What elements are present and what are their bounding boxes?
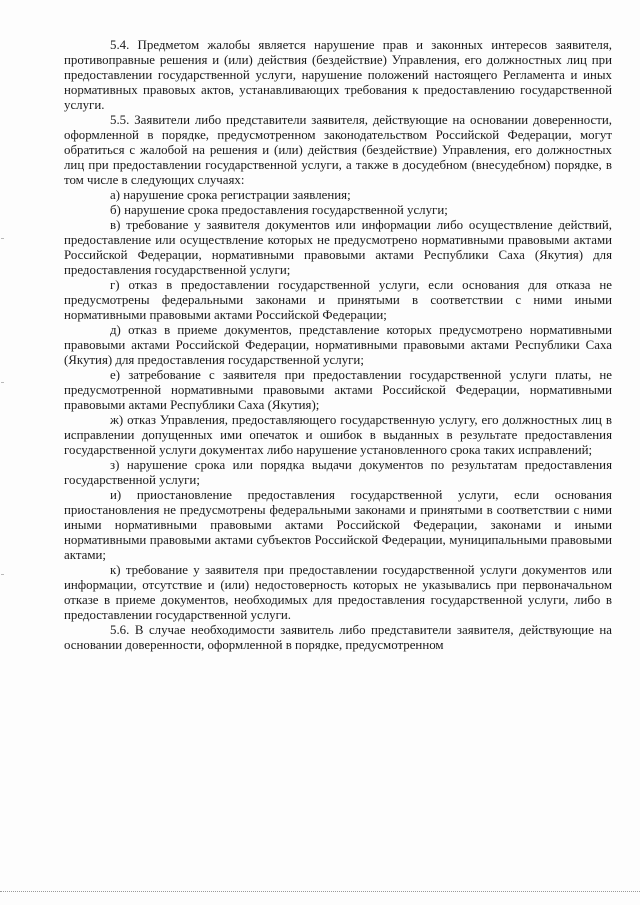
list-item-g: г) отказ в предоставлении государственной услуги, если основания для отказа не предусмотрены федеральными законами и принятыми в соответствии с ними иными нормативными правовыми актами Российской Федерации;: [64, 278, 612, 322]
list-item-k: к) требование у заявителя при предоставлении государственной услуги документов или информации, отсутствие и (или) недостоверность которых не указывались при первоначальном отказе в приеме документов, необходимых для предоставления государственной услуги, либо в предоставлении государственной услуги.: [64, 563, 612, 622]
scan-edge-mark: [1, 238, 4, 239]
scan-bottom-edge: [0, 891, 640, 892]
list-item-zh: ж) отказ Управления, предоставляющего государственную услугу, его должностных лиц в исправлении допущенных ими опечаток и ошибок в выданных в результате предоставления государственной услуги документах либо нарушение установленного срока таких исправлений;: [64, 413, 612, 457]
paragraph-5-4: 5.4. Предметом жалобы является нарушение прав и законных интересов заявителя, противоправные решения и (или) действия (бездействие) Управления, его должностных лиц при предоставлении государственной услуги, нарушение положений настоящего Регламента и иных нормативных правовых актов, устанавливающих требования к предоставлению государственной услуги.: [64, 38, 612, 112]
list-item-i: и) приостановление предоставления государственной услуги, если основания приостановления не предусмотрены федеральными законами и принятыми в соответствии с ними иными нормативными правовыми актами Российской Федерации, законами и иными нормативными правовыми актами субъектов Российской Федерации, муниципальными правовыми актами;: [64, 488, 612, 562]
list-item-a: а) нарушение срока регистрации заявления;: [110, 188, 351, 202]
paragraph-5-6: 5.6. В случае необходимости заявитель либо представители заявителя, действующие на основании доверенности, оформленной в порядке, предусмотренном: [64, 623, 612, 652]
scan-edge-mark: [1, 574, 4, 575]
paragraph-5-5: 5.5. Заявители либо представители заявителя, действующие на основании доверенности, оформленной в порядке, предусмотренном законодательством Российской Федерации, могут обратиться с жалобой на решения и (или) действия (бездействие) Управления, его должностных лиц при предоставлении государственной услуги, а также в досудебном (внесудебном) порядке, в том числе в следующих случаях:: [64, 113, 612, 187]
list-item-d: д) отказ в приеме документов, представление которых предусмотрено нормативными правовыми актами Российской Федерации, нормативными правовыми актами Республики Саха (Якутия) для предоставления государственной услуги;: [64, 323, 612, 367]
list-item-v: в) требование у заявителя документов или информации либо осуществление действий, предоставление или осуществление которых не предусмотрено нормативными правовыми актами Российской Федерации, нормативными правовыми актами Республики Саха (Якутия) для предоставления государственной услуги;: [64, 218, 612, 277]
list-item-e: е) затребование с заявителя при предоставлении государственной услуги платы, не предусмотренной нормативными правовыми актами Российской Федерации, нормативными правовыми актами Республики Саха (Якутия);: [64, 368, 612, 412]
scan-edge-mark: [1, 382, 4, 383]
list-item-b: б) нарушение срока предоставления государственной услуги;: [110, 203, 448, 217]
document-body: [64, 38, 612, 653]
list-item-z: з) нарушение срока или порядка выдачи документов по результатам предоставления государственной услуги;: [64, 458, 612, 487]
